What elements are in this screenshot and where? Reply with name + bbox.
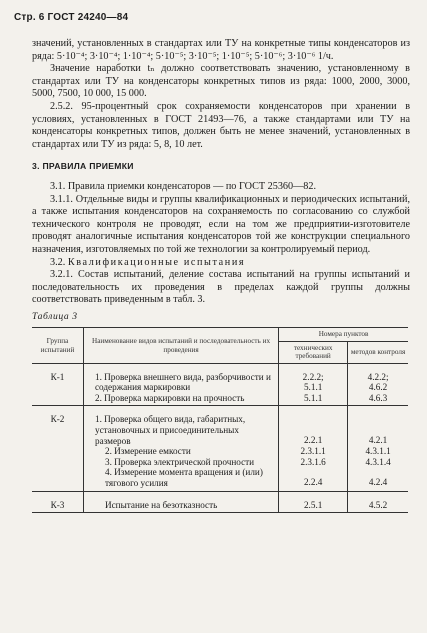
tests-cell: [83, 406, 278, 491]
test-item: 3. Проверка электрической прочности: [104, 456, 255, 467]
tech-cell: [279, 363, 348, 406]
group-cell: К-3: [32, 491, 83, 513]
method-ref: 4.2.1: [368, 435, 388, 446]
tech-ref: 2.5.1: [303, 499, 323, 510]
tests-cell: [83, 363, 278, 406]
test-item: 1. Проверка внешнего вида, разборчивости и содержания маркировки: [94, 371, 271, 393]
tech-ref: 2.2.1: [303, 435, 323, 446]
tech-ref: 2.2.4: [303, 477, 323, 488]
method-ref: 4.2.2;: [367, 371, 389, 382]
group-cell: К-1: [32, 363, 83, 406]
test-item: Испытание на безотказность: [104, 499, 218, 510]
paragraph-31: 3.1. Правила приемки конденсаторов — по ГОСТ 25360—82.: [50, 180, 317, 192]
methods-cell: [348, 406, 408, 491]
method-ref: 4.5.2: [368, 499, 388, 510]
method-ref: 4.2.4: [368, 477, 388, 488]
tech-ref: 2.2.2;: [302, 371, 324, 382]
method-ref: 4.3.1.1: [365, 446, 391, 457]
section-title: 3. ПРАВИЛА ПРИЕМКИ: [32, 161, 134, 172]
tech-ref: 2.3.1.6: [300, 456, 326, 467]
tech-ref: 5.1.1: [303, 392, 323, 403]
test-item: 2. Проверка маркировки на прочность: [94, 392, 245, 403]
test-item: 1. Проверка общего вида, габаритных, установочных и присоединительных размеров: [94, 414, 246, 446]
method-ref: 4.3.1.4: [365, 456, 391, 467]
method-ref: 4.6.3: [368, 392, 388, 403]
tech-cell: [279, 406, 348, 491]
paragraph-321: 3.2.1. Состав испытаний, деление состава испытаний на группы испытаний и последовательность их проведения в пределах каждой группы должны соответствовать приведенным в табл. 3.: [32, 269, 410, 306]
page-header: Стр. 6 ГОСТ 24240—84: [14, 12, 129, 23]
methods-cell: [348, 491, 408, 513]
table-row: [32, 406, 408, 491]
document-body: [32, 38, 410, 513]
table-label: Таблица 3: [32, 310, 78, 322]
table-row: [32, 491, 408, 513]
header-numbers: Номера пунктов: [279, 328, 408, 341]
methods-cell: [348, 363, 408, 406]
subsection-number: 3.2.: [50, 256, 66, 268]
tests-table: [32, 327, 408, 513]
table-row: [32, 363, 408, 406]
header-name: Наименование видов испытаний и последовательность их проведения: [83, 328, 278, 363]
tech-ref: 5.1.1: [303, 382, 323, 393]
group-cell: К-2: [32, 406, 83, 491]
subsection-title: Квалификационные испытания: [67, 256, 246, 268]
test-item: 4. Измерение момента вращения и (или) тягового усилия: [104, 467, 263, 489]
test-item: 2. Измерение емкости: [104, 446, 191, 457]
subsection-heading: [32, 257, 410, 270]
paragraph-failure-rate: значений, установленных в стандартах или ТУ на конкретные типы конденсаторов из ряда: 5·10⁻⁴; 3·10⁻⁴; 1·10⁻⁴; 5·10⁻⁵; 3·10⁻⁵; 1·10⁻⁵; 5·10⁻⁶; 3·10⁻⁶ 1/ч.: [32, 38, 410, 62]
paragraph-311: 3.1.1. Отдельные виды и группы квалификационных и периодических испытаний, а также испытания конденсаторов на сохраняемость по согласованию со службой технического контроля не проводят, если на том же предприятии-изготовителе проводят аналогичные испытания конденсаторов той же конструкции специального назначения, изготовляемых по той же технологии за контролируемый период.: [32, 193, 410, 255]
tests-cell: [83, 491, 278, 513]
paragraph-operating-time: Значение наработки tₙ должно соответствовать значению, установленному в стандартах или ТУ на конденсаторы конкретных типов из ряда: 1000, 2000, 3000, 5000, 7500, 10 000, 15 000.: [32, 63, 410, 100]
header-tech: технических требований: [279, 341, 348, 363]
tech-cell: [279, 491, 348, 513]
method-ref: 4.6.2: [368, 382, 388, 393]
header-methods: методов контроля: [348, 341, 408, 363]
header-group: Группа испытаний: [32, 328, 83, 363]
paragraph-252: 2.5.2. 95-процентный срок сохраняемости конденсаторов при хранении в условиях, установленных в ГОСТ 21493—76, а также стандартами или ТУ на конденсаторы конкретных типов, должен быть не менее значений, установленных в стандартах или ТУ из ряда: 5, 8, 10 лет.: [32, 100, 410, 150]
tech-ref: 2.3.1.1: [300, 446, 326, 457]
